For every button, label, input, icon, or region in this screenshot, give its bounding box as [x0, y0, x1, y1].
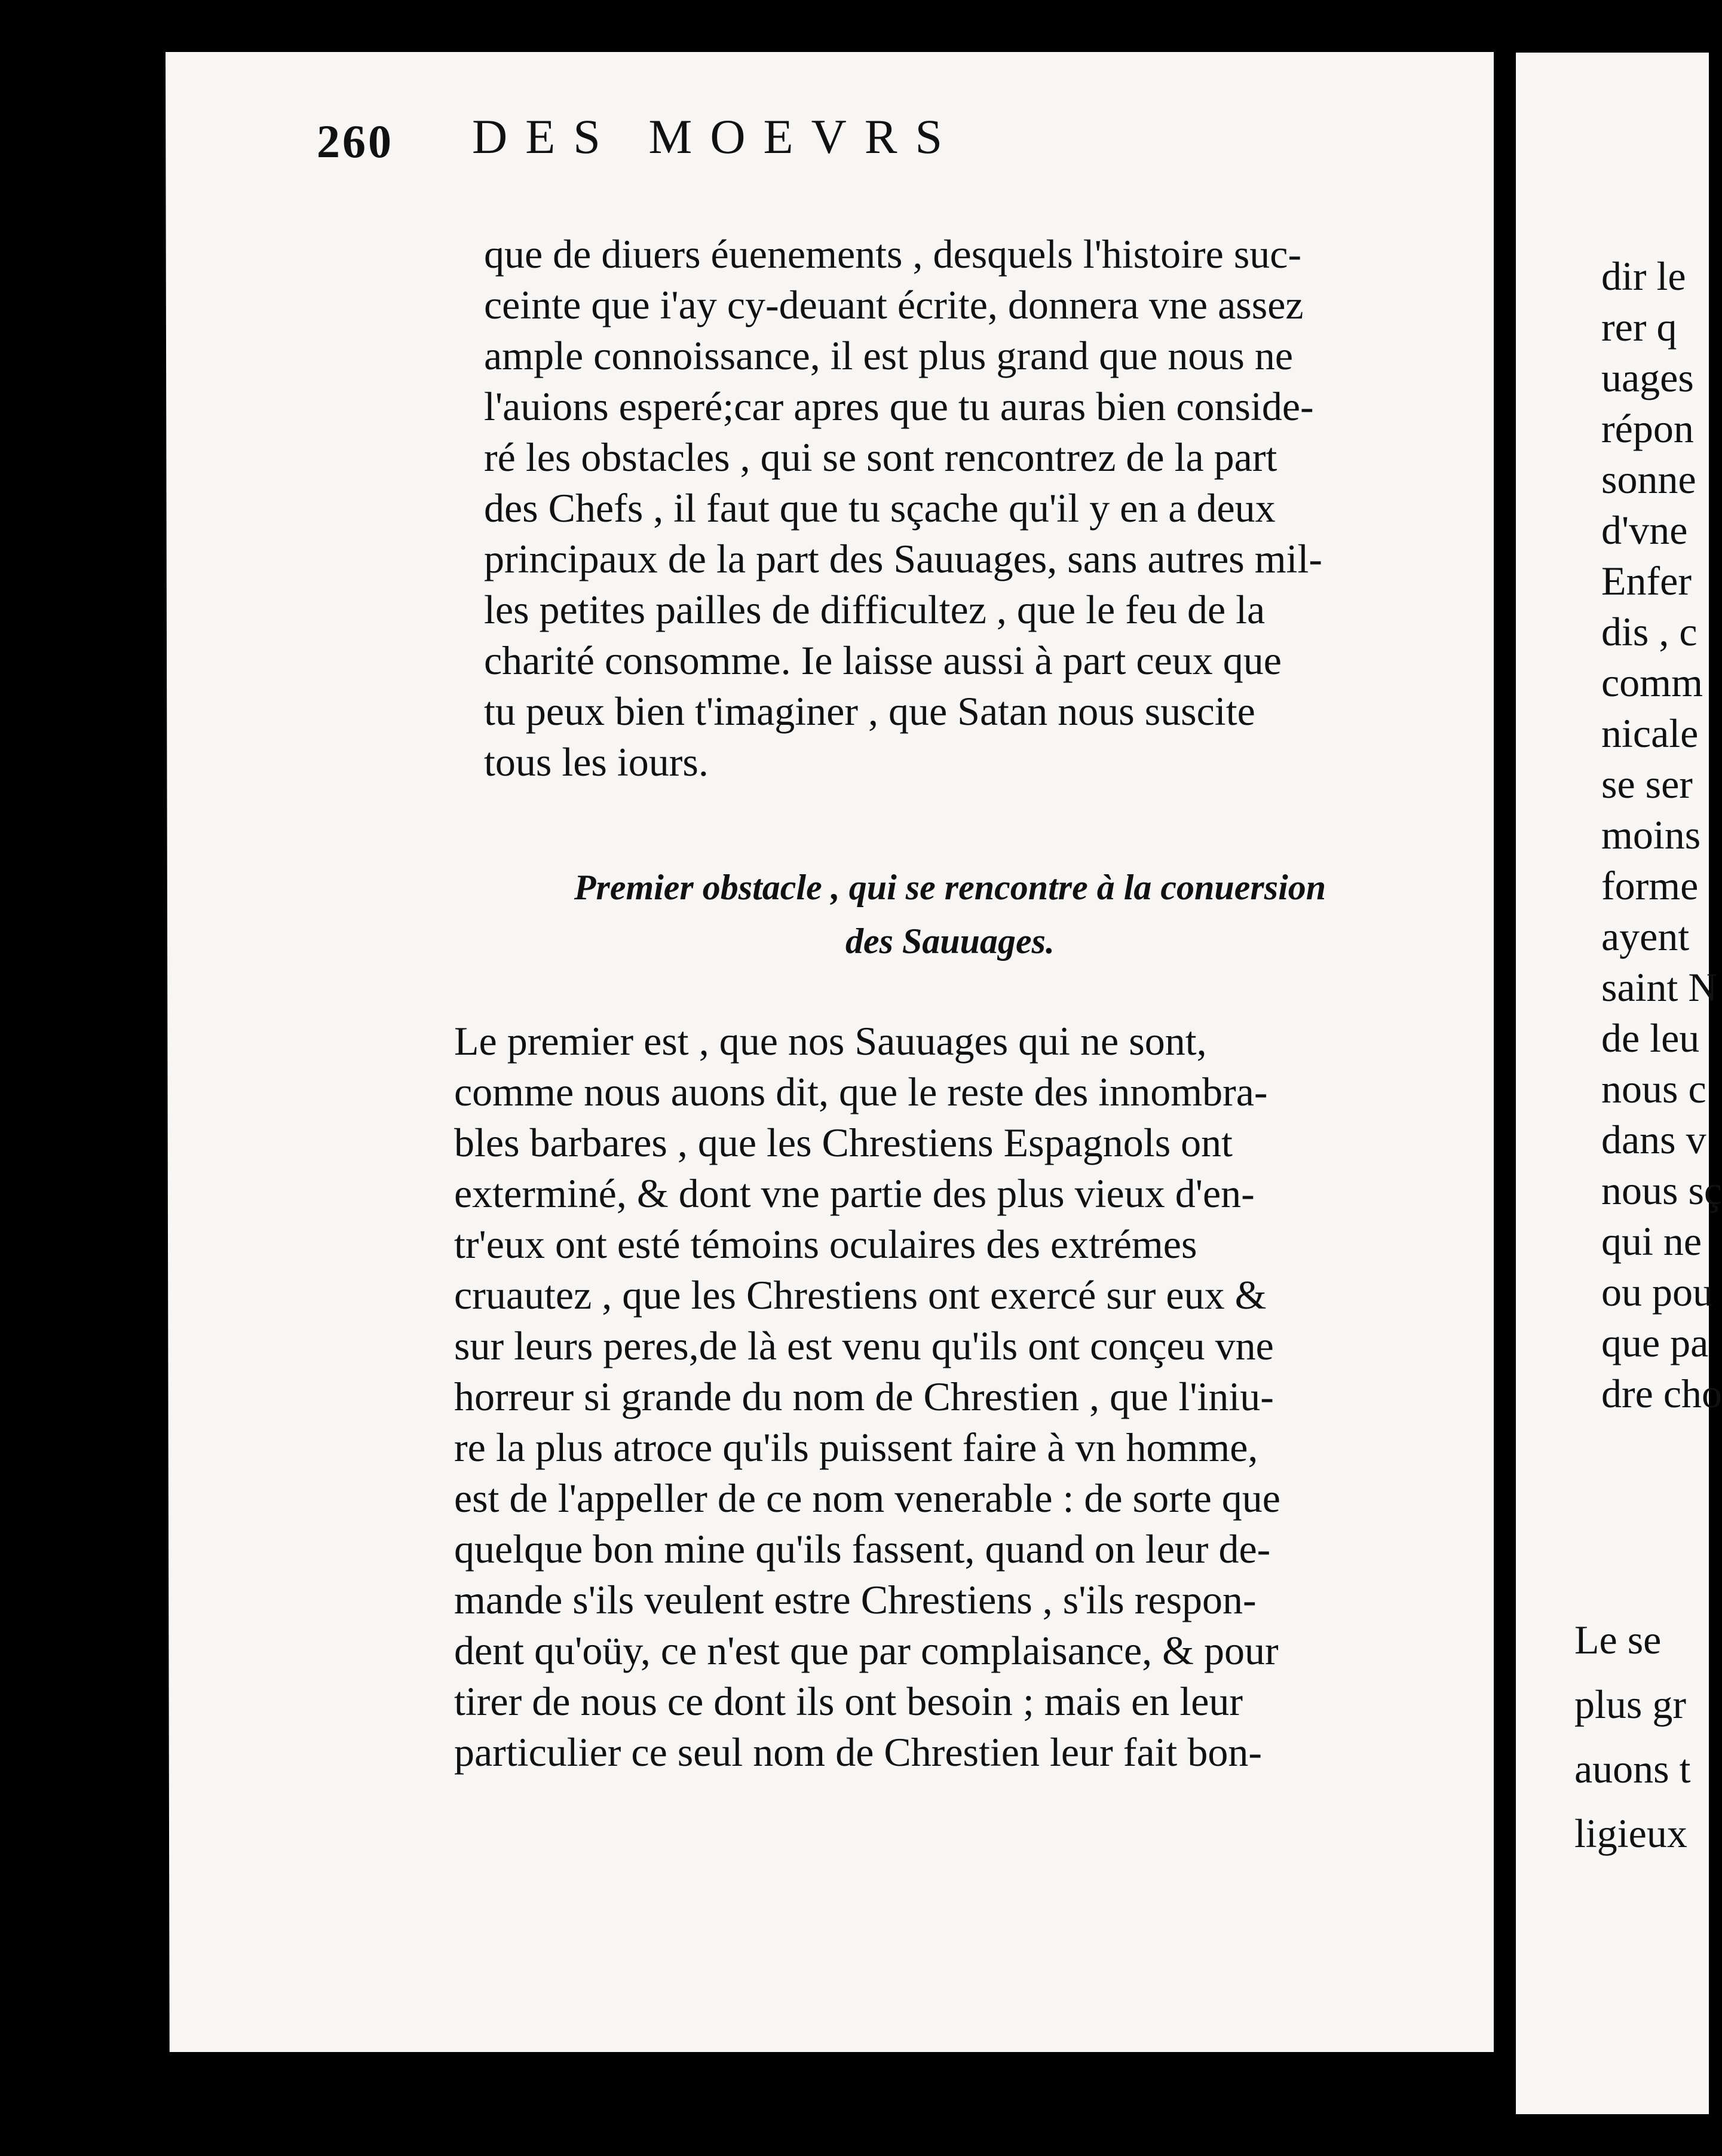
- facing-line: uages: [1601, 355, 1694, 400]
- facing-line: dis , c: [1601, 609, 1698, 654]
- text-line: ceinte que i'ay cy-deuant écrite, donnera vne assez: [484, 282, 1304, 327]
- text-line: tous les iours.: [484, 739, 709, 785]
- facing-line: rer q: [1601, 304, 1677, 350]
- facing-line: d'vne: [1601, 507, 1688, 553]
- facing-line: plus gr: [1574, 1682, 1686, 1727]
- text-line: re la plus atroce qu'ils puissent faire à vn homme,: [454, 1425, 1258, 1470]
- facing-line: forme: [1601, 863, 1699, 908]
- running-head: DES MOEVRS: [472, 109, 961, 164]
- facing-line: sonne: [1601, 457, 1696, 502]
- facing-line: que pa: [1601, 1320, 1709, 1365]
- text-line: bles barbares , que les Chrestiens Espagnols ont: [454, 1120, 1233, 1165]
- facing-page-text-2: [1574, 1607, 1691, 1866]
- facing-line: de leu: [1601, 1015, 1700, 1061]
- text-line: cruautez , que les Chrestiens ont exercé sur eux &: [454, 1272, 1267, 1318]
- facing-line: dans v: [1601, 1117, 1706, 1162]
- text-line: mande s'ils veulent estre Chrestiens , s'ils respon-: [454, 1577, 1257, 1622]
- facing-line: se ser: [1601, 761, 1693, 807]
- facing-page-text: [1601, 251, 1722, 1419]
- text-line: comme nous auons dit, que le reste des innombra-: [454, 1069, 1268, 1114]
- facing-line: comm: [1601, 660, 1703, 705]
- facing-line: nous sç: [1601, 1168, 1722, 1213]
- facing-line: Enfer: [1601, 558, 1692, 604]
- facing-line: auons t: [1574, 1746, 1691, 1791]
- section-heading: [502, 860, 1398, 968]
- facing-line: moins: [1601, 812, 1701, 858]
- text-line: tr'eux ont esté témoins oculaires des extrémes: [454, 1221, 1197, 1267]
- facing-line: ayent: [1601, 914, 1690, 959]
- text-line: ré les obstacles , qui se sont rencontrez de la part: [484, 434, 1277, 480]
- text-line: l'auions esperé;car apres que tu auras bien conside-: [484, 384, 1314, 429]
- facing-line: Le se: [1574, 1617, 1662, 1662]
- text-line: Le premier est , que nos Sauuages qui ne sont,: [454, 1018, 1207, 1064]
- facing-line: ligieux: [1574, 1811, 1687, 1856]
- heading-line: Premier obstacle , qui se rencontre à la conuersion: [574, 868, 1326, 907]
- facing-line: répon: [1601, 406, 1694, 451]
- text-line: les petites pailles de difficultez , que le feu de la: [484, 587, 1266, 632]
- text-line: dent qu'oüy, ce n'est que par complaisance, & pour: [454, 1628, 1279, 1673]
- page-number: 260: [317, 115, 394, 167]
- text-line: exterminé, & dont vne partie des plus vieux d'en-: [454, 1171, 1255, 1216]
- text-line: charité consomme. Ie laisse aussi à part ceux que: [484, 638, 1282, 683]
- text-line: particulier ce seul nom de Chrestien leur fait bon-: [454, 1729, 1262, 1775]
- text-line: horreur si grande du nom de Chrestien , que l'iniu-: [454, 1374, 1274, 1419]
- text-line: principaux de la part des Sauuages, sans autres mil-: [484, 536, 1323, 581]
- heading-line: des Sauuages.: [845, 921, 1055, 961]
- text-line: que de diuers éuenements , desquels l'histoire suc-: [484, 231, 1302, 277]
- page-header: [317, 109, 1273, 180]
- text-line: est de l'appeller de ce nom venerable : de sorte que: [454, 1475, 1280, 1521]
- facing-line: nous c: [1601, 1066, 1706, 1111]
- text-line: tu peux bien t'imaginer , que Satan nous suscite: [484, 688, 1255, 734]
- paragraph-1: [484, 229, 1428, 788]
- text-line: tirer de nous ce dont ils ont besoin ; mais en leur: [454, 1679, 1243, 1724]
- facing-line: dre cho: [1601, 1371, 1722, 1416]
- text-line: quelque bon mine qu'ils fassent, quand on leur de-: [454, 1526, 1271, 1572]
- facing-line: qui ne: [1601, 1218, 1702, 1264]
- paragraph-2: [454, 1016, 1410, 1778]
- facing-line: dir le: [1601, 253, 1686, 299]
- facing-line: nicale: [1601, 710, 1699, 756]
- text-line: sur leurs peres,de là est venu qu'ils ont conçeu vne: [454, 1323, 1274, 1368]
- facing-line: saint N: [1601, 964, 1718, 1010]
- text-line: des Chefs , il faut que tu sçache qu'il y en a deux: [484, 485, 1276, 531]
- page-gutter: [1494, 48, 1518, 2115]
- text-line: ample connoissance, il est plus grand que nous ne: [484, 333, 1294, 378]
- facing-line: ou pou: [1601, 1269, 1713, 1315]
